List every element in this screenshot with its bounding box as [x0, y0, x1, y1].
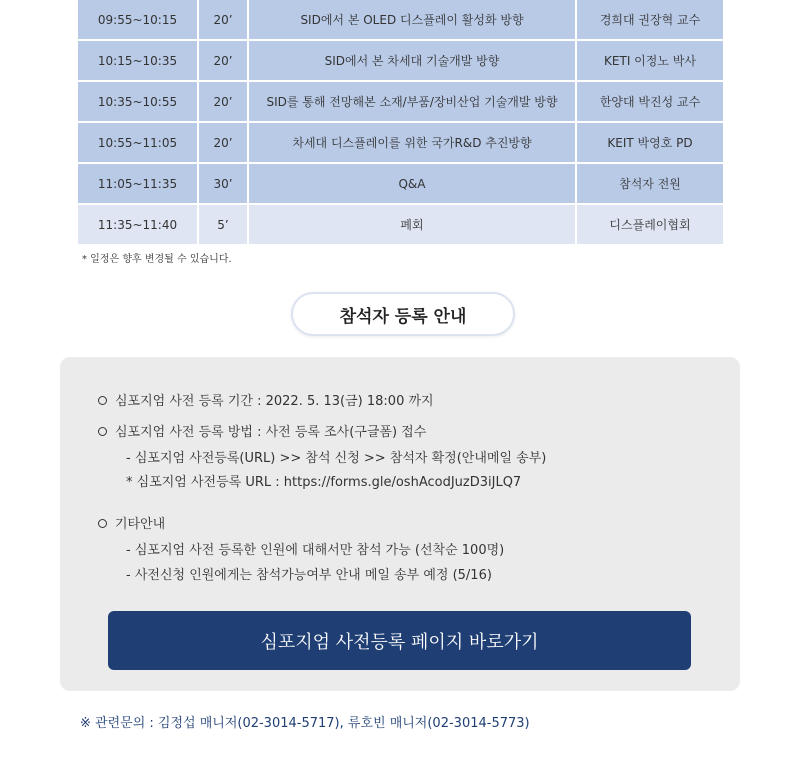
- speaker-cell: KEIT 박영호 PD: [576, 122, 723, 163]
- speaker-cell: 디스플레이협회: [576, 204, 723, 245]
- table-row: [78, 204, 723, 245]
- circle-bullet-icon: [98, 396, 107, 405]
- other-item-1: - 심포지엄 사전 등록한 인원에 대해서만 참석 가능 (선착순 100명): [126, 543, 505, 558]
- method-step: - 심포지엄 사전등록(URL) >> 참석 신청 >> 참석자 확정(안내메일 송부): [126, 451, 547, 466]
- table-row: [78, 81, 723, 122]
- time-cell: 10:55~11:05: [78, 122, 198, 163]
- duration-cell: 20’: [198, 40, 248, 81]
- schedule-note: * 일정은 향후 변경될 수 있습니다.: [82, 254, 232, 265]
- table-row: [78, 0, 723, 40]
- schedule-table: [78, 0, 723, 246]
- period-text: 심포지엄 사전 등록 기간 : 2022. 5. 13(금) 18:00 까지: [115, 394, 434, 409]
- duration-cell: 20’: [198, 81, 248, 122]
- title-cell: 차세대 디스플레이를 위한 국가R&D 추진방향: [248, 122, 576, 163]
- circle-bullet-icon: [98, 427, 107, 436]
- title-cell: Q&A: [248, 163, 576, 204]
- contact-info: ※ 관련문의 : 김정섭 매니저(02-3014-5717), 류호빈 매니저(02-3014-5773): [80, 716, 530, 731]
- other-title-text: 기타안내: [115, 517, 166, 532]
- method-url: * 심포지엄 사전등록 URL : https://forms.gle/oshAcodJuzD3iJLQ7: [126, 475, 522, 490]
- time-cell: 09:55~10:15: [78, 0, 198, 40]
- registration-page-button[interactable]: [108, 611, 691, 670]
- time-cell: 11:35~11:40: [78, 204, 198, 245]
- duration-cell: 20’: [198, 122, 248, 163]
- duration-cell: 5’: [198, 204, 248, 245]
- method-item: [98, 421, 426, 440]
- table-row: [78, 163, 723, 204]
- time-cell: 10:15~10:35: [78, 40, 198, 81]
- table-row: [78, 122, 723, 163]
- registration-page-button-label: 심포지엄 사전등록 페이지 바로가기: [260, 631, 539, 653]
- other-title-item: [98, 513, 165, 532]
- title-cell: SID에서 본 OLED 디스플레이 활성화 방향: [248, 0, 576, 40]
- duration-cell: 30’: [198, 163, 248, 204]
- time-cell: 10:35~10:55: [78, 81, 198, 122]
- speaker-cell: KETI 이정노 박사: [576, 40, 723, 81]
- speaker-cell: 참석자 전원: [576, 163, 723, 204]
- method-text: 심포지엄 사전 등록 방법 : 사전 등록 조사(구글폼) 접수: [115, 425, 427, 440]
- speaker-cell: 경희대 권장혁 교수: [576, 0, 723, 40]
- table-row: [78, 40, 723, 81]
- circle-bullet-icon: [98, 519, 107, 528]
- title-cell: SID를 통해 전망해본 소재/부품/장비산업 기술개발 방향: [248, 81, 576, 122]
- period-item: [98, 390, 434, 409]
- other-item-2: - 사전신청 인원에게는 참석가능여부 안내 메일 송부 예정 (5/16): [126, 568, 492, 583]
- section-heading-text: 참석자 등록 안내: [339, 306, 467, 327]
- speaker-cell: 한양대 박진성 교수: [576, 81, 723, 122]
- title-cell: SID에서 본 차세대 기술개발 방향: [248, 40, 576, 81]
- title-cell: 폐회: [248, 204, 576, 245]
- time-cell: 11:05~11:35: [78, 163, 198, 204]
- section-heading: [291, 292, 515, 336]
- duration-cell: 20’: [198, 0, 248, 40]
